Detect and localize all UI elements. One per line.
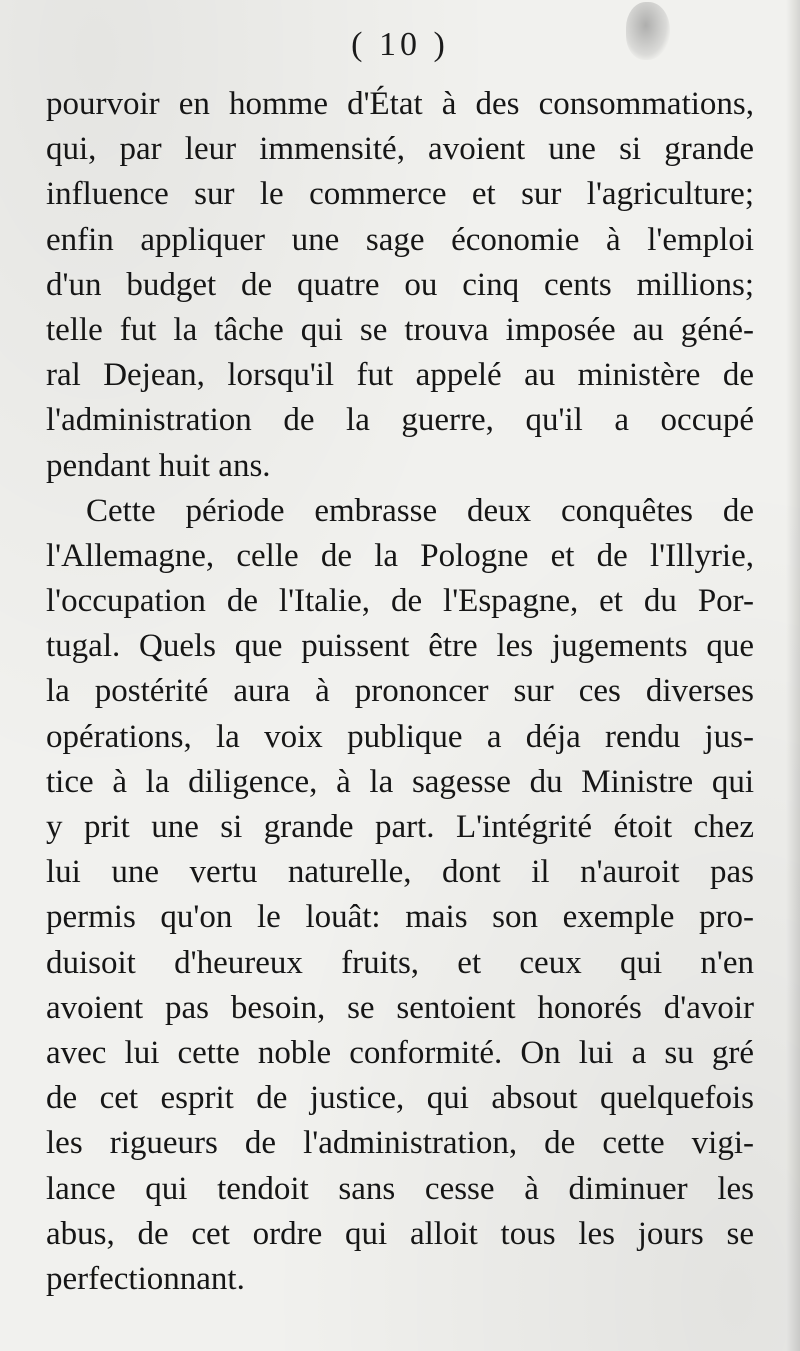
text-line: l'Allemagne, celle de la Pologne et de l'Illyrie, [46,537,754,574]
body-text [46,82,754,1302]
text-line: ral Dejean, lorsqu'il fut appelé au ministère de [46,357,754,394]
text-line: tugal. Quels que puissent être les jugements que [46,628,754,665]
text-line: l'occupation de l'Italie, de l'Espagne, et du Por- [46,583,754,620]
text-line: l'administration de la guerre, qu'il a occupé [46,402,754,439]
text-line: telle fut la tâche qui se trouva imposée au géné- [46,311,754,348]
text-line: perfectionnant. [46,1260,245,1297]
text-line: tice à la diligence, à la sagesse du Ministre qui [46,763,754,800]
text-line: pendant huit ans. [46,447,271,484]
text-line: lui une vertu naturelle, dont il n'auroit pas [46,854,754,891]
text-line: influence sur le commerce et sur l'agriculture; [46,176,754,213]
text-line: de cet esprit de justice, qui absout quelquefois [46,1080,754,1117]
text-line: la postérité aura à prononcer sur ces diverses [46,673,754,710]
text-line: avec lui cette noble conformité. On lui a su gré [46,1034,754,1071]
text-line: les rigueurs de l'administration, de cette vigi- [46,1125,754,1162]
text-line: opérations, la voix publique a déja rendu jus- [46,718,754,755]
text-line: qui, par leur immensité, avoient une si grande [46,131,754,168]
text-line: pourvoir en homme d'État à des consommations, [46,86,754,122]
text-line: permis qu'on le louât: mais son exemple pro- [46,899,754,936]
text-line: lance qui tendoit sans cesse à diminuer les [46,1170,754,1207]
text-line: abus, de cet ordre qui alloit tous les jours se [46,1215,754,1252]
page-edge-shadow [786,0,800,1351]
text-line: avoient pas besoin, se sentoient honorés d'avoir [46,989,754,1026]
text-line: duisoit d'heureux fruits, et ceux qui n'en [46,944,754,981]
page-number: ( 10 ) [351,26,449,63]
text-line: Cette période embrasse deux conquêtes de [86,492,754,529]
text-line: d'un budget de quatre ou cinq cents millions; [46,266,754,303]
text-line: enfin appliquer une sage économie à l'emploi [46,221,754,258]
text-line: y prit une si grande part. L'intégrité étoit chez [46,809,754,845]
